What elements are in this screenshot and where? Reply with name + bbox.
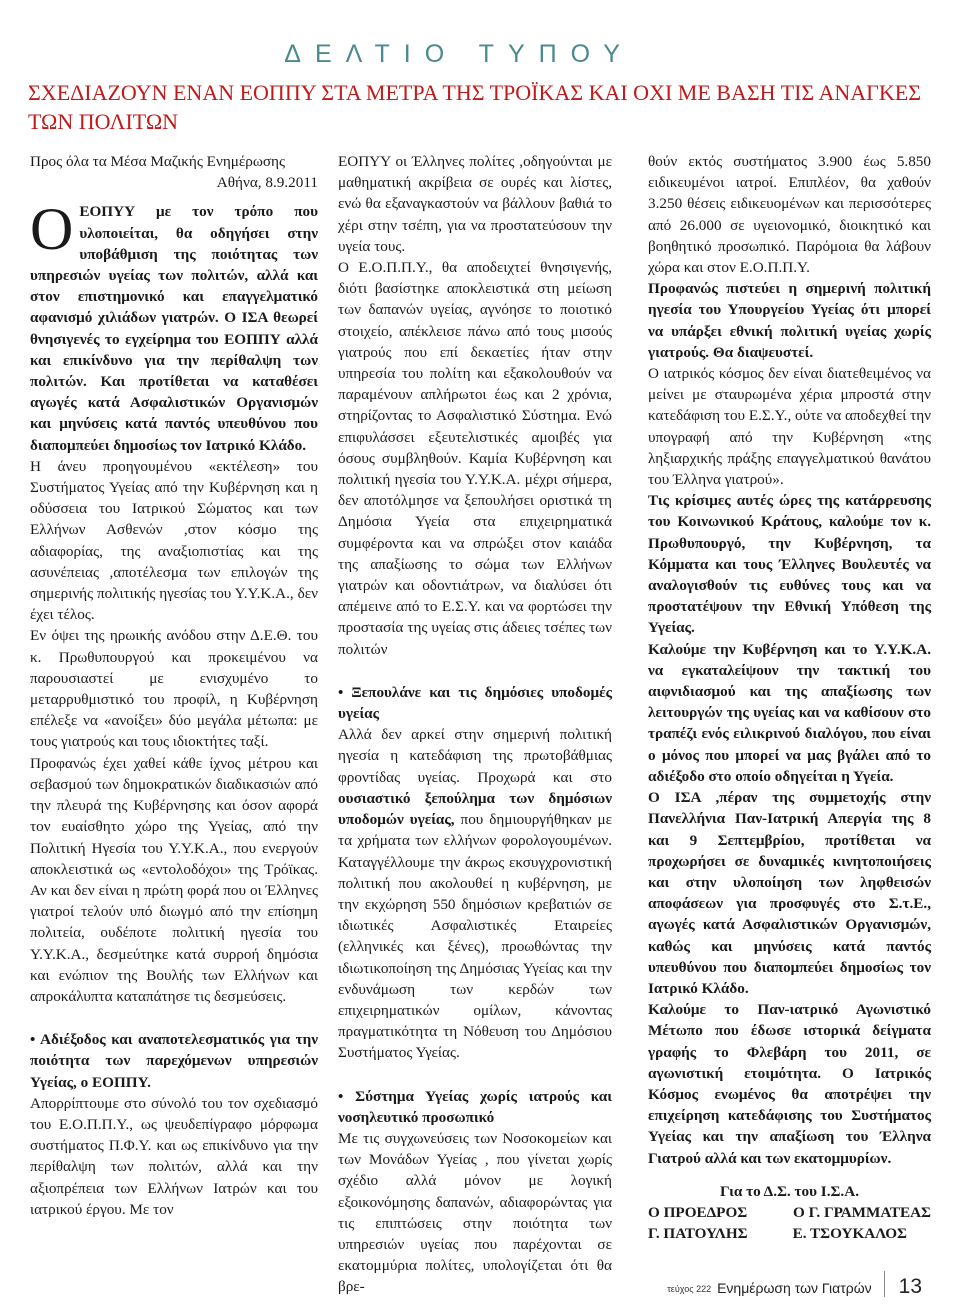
paragraph: Εν όψει της ηρωικής ανόδου στην Δ.Ε.Θ. του κ. Πρωθυπουργού και προκειμένου να παρουσιαστεί με ενισχυμένο το μεταρρυθμιστικό του προφίλ, η Κυβέρνηση επέλεξε να «ανοίξει» δύο μεγάλα μέτωπα: με τους γιατρούς και τους ιδιοκτήτες ταξί.	[30, 627, 318, 751]
article-title: ΣΧΕΔΙΑΖΟΥΝ ΕΝΑΝ ΕΟΠΠΥ ΣΤΑ ΜΕΤΡΑ ΤΗΣ ΤΡΟΪΚΑΣ ΚΑΙ ΟΧΙ ΜΕ ΒΑΣΗ ΤΙΣ ΑΝΑΓΚΕΣ ΤΩΝ ΠΟΛΙΤΩΝ	[28, 80, 922, 134]
paragraph: Ο Ε.Ο.Π.Π.Υ., θα αποδειχτεί θνησιγενής, διότι βασίστηκε αποκλειστικά στη μείωση των δαπανών υγείας, αγνόησε το ποιοτικό στοιχείο, απέκλεισε πάνω από τους μισούς γιατρούς που επί δεκαετίες ήταν στην υπηρεσία του πολίτη και εξακολουθούν να παραμένουν απλήρωτοι έως και 2 χρόνια, στηρίζοντας το Ασφαλιστικό Σύστημα. Ενώ επιφυλάσσει εξευτελιστικές αμοιβές για όσους συμβληθούν. Καμία Κυβέρνηση και πολιτική ηγεσία του Υ.Υ.Κ.Α. μέχρι σήμερα, δεν αποτόλμησε να ξεπουλήσει οριστικά τη Δημόσια Υγεία στα επιχειρηματικά συμφέροντα και να σπρώξει στον καιάδα της απαξίωσης το σώμα των Ελλήνων γιατρών και οδοντιάτρων, να διαλύσει ότι απέμεινε από το Ε.Σ.Υ. και να φορτώσει την προστασία της υγείας στις άδειες τσέπες των πολιτών	[338, 259, 612, 658]
paragraph: Η άνευ προηγουμένου «εκτέλεση» του Συστήματος Υγείας από την Κυβέρνηση και η οδύσσεια του Ιατρικού Σώματος και των Ελλήνων Ασθενών ,στον κόσμο της αδιαφορίας, της αναξιοπιστίας και της ασυνέπειας ,αποτέλεσμα των επιλογών της σημερινής πολιτικής ηγεσίας του Υ.Υ.Κ.Α., δεν έχει τέλος.	[30, 457, 318, 624]
section-heading: • Ξεπουλάνε και τις δημόσιες υποδομές υγείας	[338, 683, 612, 723]
text-run: Αλλά δεν αρκεί στην σημερινή πολιτική ηγεσία η κατεδάφιση της πρωτοβάθμιας φροντίδας υγείας. Προχωρά και στο	[338, 726, 612, 786]
section-heading: • Αδιέξοδος και αναποτελεσματικός για την ποιότητα των παρεχόμενων υπηρεσιών Υγείας, ο ΕΟΠΠΥ.	[30, 1031, 318, 1091]
column-1	[30, 151, 318, 1220]
paragraph: Προφανώς πιστεύει η σημερινή πολιτική ηγεσία του Υπουργείου Υγείας ότι μπορεί να υπάρξει εθνική πολιτική υγείας χωρίς γιατρούς. Θα διαψευστεί.	[648, 280, 931, 361]
paragraph: Καλούμε το Παν-ιατρικό Αγωνιστικό Μέτωπο που έδωσε ιστορικά δείγματα γραφής το Φλεβάρη του 2011, σε αγωνιστική ετοιμότητα. Ο Ιατρικός Κόσμος ενωμένος θα αποτρέψει την επιχείρηση κατεδάφισης του Συστήματος Υγείας και την απαξίωση του Έλληνα Γιατρού αλλά και των εκατομμυρίων.	[648, 1001, 931, 1167]
secretary-title: Ο Γ. ΓΡΑΜΜΑΤΕΑΣ	[792, 1203, 931, 1221]
column-2	[338, 151, 612, 1298]
date-line: Αθήνα, 8.9.2011	[216, 174, 318, 192]
signature-names	[648, 1223, 931, 1244]
signature-titles	[648, 1202, 931, 1223]
publication-name: Ενημέρωση των Γιατρών	[717, 1280, 872, 1296]
section-heading: • Σύστημα Υγείας χωρίς ιατρούς και νοσηλευτικό προσωπικό	[338, 1087, 612, 1126]
secretary-name: Ε. ΤΣΟΥΚΑΛΟΣ	[792, 1225, 907, 1243]
emphasis-text: ουσιαστικό ξεπούλημα των δημόσιων υποδομών υγείας,	[338, 789, 612, 829]
paragraph: Τις κρίσιμες αυτές ώρες της κατάρρευσης του Κοινωνικού Κράτους, καλούμε τον κ. Πρωθυπουργό, την Κυβέρνηση, τα Κόμματα και τους Έλληνες Βουλευτές να αναλογισθούν τις ευθύνες τους και να προστατέψουν την Εθνική Υπόθεση της Υγείας.	[648, 492, 931, 637]
recipient-line: Προς όλα τα Μέσα Μαζικής Ενημέρωσης	[30, 153, 286, 170]
paragraph: Ο ΙΣΑ ,πέραν της συμμετοχής στην Πανελλήνια Παν-Ιατρική Απεργία της 8 και 9 Σεπτεμβρίου, προτίθεται να προχωρήσει σε δυναμικές κινητοποιήσεις και στην υλοποίηση των ληφθεισών αποφάσεων για προσφυγές στο Σ.τ.Ε., αγωγές κατά Ασφαλιστικών Οργανισμών, καθώς και μηνύσεις κατά παντός υπευθύνου που διαπομπεύει δημοσίως τον Ιατρικό Κλάδο.	[648, 789, 931, 997]
paragraph: Προφανώς έχει χαθεί κάθε ίχνος μέτρου και σεβασμού των δημοκρατικών διαδικασιών από την πλευρά της Κυβέρνησης και όσον αφορά τον ευαίσθητο χώρο της Υγείας, από την Πολιτική Ηγεσία του Υ.Υ.Κ.Α., που ενεργούν αποκλειστικά ως «εντολοδόχοι» της Τρόϊκας. Αν και δεν είναι η πρώτη φορά που οι Έλληνες γιατροί τελούν υπό διωγμό από την επίσημη πολιτεία, ουδέποτε πολιτική ηγεσία του Υ.Υ.Κ.Α., δεσμεύτηκε κατά συρροή δημόσια και ενώπιον της Βουλής των Ελλήνων και απροκάλυπτα καταπάτησε τις δεσμεύσεις.	[30, 754, 318, 1005]
paragraph: Καλούμε την Κυβέρνηση και το Υ.Υ.Κ.Α. να εγκαταλείψουν την τακτική του αιφνιδιασμού και της απαξίωσης των λειτουργών της υγείας και να καθίσουν στο τραπέζι ενός ειλικρινού διαλόγου, που είναι ο μόνος που μπορεί να μας βγάλει από το αδιέξοδο στο οποίο οδηγείται η Υγεία.	[648, 640, 931, 785]
paragraph: Ο ιατρικός κόσμος δεν είναι διατεθειμένος να μείνει με σταυρωμένα χέρια μπροστά στην κατεδάφιση του Ε.Σ.Υ., ούτε να αποδεχθεί την υπογραφή από την Κυβέρνηση «της ληξιαρχικής πράξης επαγγελματικού θανάτου του Έλληνα γιατρού».	[648, 365, 931, 489]
column-3	[648, 151, 931, 1244]
signoff: Για το Δ.Σ. του Ι.Σ.Α.	[720, 1182, 859, 1200]
intro-text: ΕΟΠΥΥ με τον τρόπο που υλοποιείται, θα οδηγήσει στην υποβάθμιση της ποιότητας των υπηρεσιών υγείας των πολιτών, αλλά και στον επιστημονικό και επαγγελματικό αφανισμό χιλιάδων γιατρών. Ο ΙΣΑ θεωρεί θνησιγενές το εγχείρημα του ΕΟΠΠΥ αλλά και επικίνδυνο για την περίθαλψη των πολιτών. Και προτίθεται να καταθέσει αγωγές κατά Ασφαλιστικών Οργανισμών και μηνύσεις κατά παντός υπευθύνου που διαπομπεύει δημοσίως τον Ιατρικό Κλάδο.	[30, 203, 318, 454]
page-number: 13	[898, 1275, 922, 1298]
paragraph: θούν εκτός συστήματος 3.900 έως 5.850 ειδικευμένοι ιατροί. Επιπλέον, θα χαθούν 3.250 θέσεις ειδικευομένων και περισσότερες από 26.000 σε υγειονομικό, διοικητικό και βοηθητικό προσωπικό. Παρόμοια θα λάβουν χώρα και στον Ε.Ο.Π.Π.Υ.	[648, 153, 931, 277]
text-run: που δημιουργήθηκαν με τα χρήματα των ελλήνων φορολογουμένων. Καταγγέλλουμε την άκρως εκσυγχρονιστική πολιτική που ακολουθεί η κυβέρνηση, με την εκχώρηση 550 δημόσιων κρεβατιών σε ιδιωτικές Ασφαλιστικές Εταιρείες (ελληνικές και ξένες), προωθώντας την ιδιωτικοποίηση της Δημόσιας Υγείας και την ενδυνάμωση των κερδών των επιχειρηματικών ομίλων, κάνοντας πραγματικότητα τη Νόθευση του Δημόσιου Συστήματος Υγείας.	[338, 811, 612, 1062]
section-header: ΔΕΛΤΙΟ ΤΥΠΟΥ	[284, 40, 634, 68]
paragraph: Με τις συγχωνεύσεις των Νοσοκομείων και των Μονάδων Υγείας , που γίνεται χωρίς σχέδιο αλλά μόνον με λογική εξοικονόμησης δαπανών, αδιαφορώντας για τις επιπτώσεις στην ποιότητα των υπηρεσιών υγείας που παρέχονται σε εκατομμύρια πολίτες, υπολογίζεται ότι θα βρε-	[338, 1129, 612, 1296]
paragraph: ΕΟΠΥΥ οι Έλληνες πολίτες ,οδηγούνται με μαθηματική ακρίβεια σε ουρές και λίστες, ενώ θα εξαναγκαστούν να βάλλουν βαθιά το χέρι στην τσέπη, για να προστατεύσουν την υγεία τους.	[338, 153, 612, 255]
paragraph	[338, 724, 612, 1063]
footer-divider	[884, 1271, 885, 1297]
intro-paragraph	[30, 196, 318, 455]
issue-label: τεύχος 222	[667, 1284, 712, 1294]
page-footer	[667, 1271, 922, 1297]
drop-cap: Ο	[30, 196, 74, 263]
paragraph: Απορρίπτουμε στο σύνολό του τον σχεδιασμό του Ε.Ο.Π.Π.Υ., ως ψευδεπίγραφο μόρφωμα συστήματος Π.Φ.Υ. και ως επικίνδυνο για την περίθαλψη των πολιτών, αλλά και την αξιοπρέπεια των Ελλήνων Ιατρών και του ιατρικού έργου. Με τον	[30, 1094, 318, 1218]
president-title: Ο ΠΡΟΕΔΡΟΣ	[648, 1203, 748, 1221]
president-name: Γ. ΠΑΤΟΥΛΗΣ	[648, 1225, 748, 1243]
